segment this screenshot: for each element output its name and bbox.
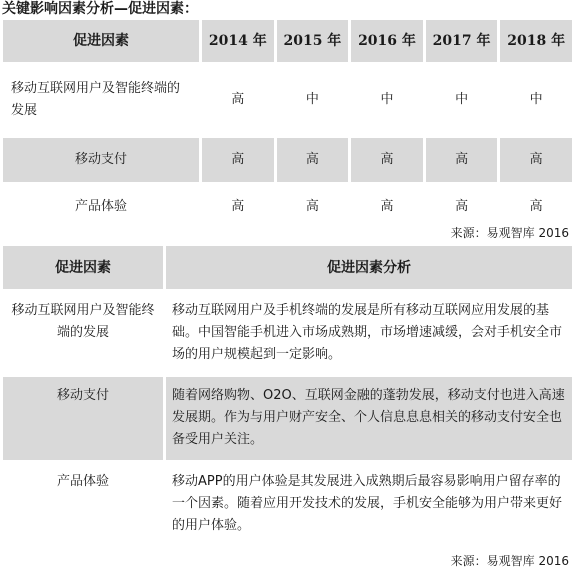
level-cell: 高 <box>500 185 572 229</box>
table-row <box>3 463 572 545</box>
factor-cell: 移动支付 <box>3 377 163 460</box>
level-cell: 中 <box>277 65 349 135</box>
level-cell: 高 <box>202 138 274 182</box>
analysis-cell: 移动互联网用户及手机终端的发展是所有移动互联网应用发展的基础。中国智能手机进入市场成熟期，市场增速减缓，会对手机安全市场的用户规模起到一定影响。 <box>166 292 572 374</box>
level-cell: 高 <box>202 65 274 135</box>
column-header-analysis: 促进因素分析 <box>166 246 572 289</box>
column-header-factor: 促进因素 <box>3 20 199 62</box>
level-cell: 高 <box>277 185 349 229</box>
column-header-factor: 促进因素 <box>3 246 163 289</box>
factor-cell: 移动支付 <box>3 138 199 182</box>
column-header-2014: 2014 年 <box>202 20 274 62</box>
table-row <box>3 138 572 182</box>
column-header-2017: 2017 年 <box>426 20 498 62</box>
table-row <box>3 292 572 374</box>
level-cell: 高 <box>426 138 498 182</box>
analysis-cell: 移动APP的用户体验是其发展进入成熟期后最容易影响用户留存率的一个因素。随着应用开发技术的发展，手机安全能够为用户带来更好的用户体验。 <box>166 463 572 545</box>
level-cell: 高 <box>277 138 349 182</box>
analysis-table-header <box>3 246 572 289</box>
factor-cell: 移动互联网用户及智能终端的发展 <box>3 292 163 374</box>
column-header-2018: 2018 年 <box>500 20 572 62</box>
trend-table <box>0 17 575 232</box>
level-cell: 中 <box>351 65 423 135</box>
factor-cell: 产品体验 <box>3 463 163 545</box>
level-cell: 高 <box>351 138 423 182</box>
column-header-2015: 2015 年 <box>277 20 349 62</box>
level-cell: 中 <box>426 65 498 135</box>
column-header-2016: 2016 年 <box>351 20 423 62</box>
factor-cell: 产品体验 <box>3 185 199 229</box>
source-note: 来源：易观智库 2016 <box>450 226 569 240</box>
factor-cell: 移动互联网用户及智能终端的发展 <box>3 65 199 135</box>
trend-table-header <box>3 20 572 62</box>
analysis-table <box>0 243 575 548</box>
source-note: 来源：易观智库 2016 <box>450 554 569 568</box>
level-cell: 高 <box>500 138 572 182</box>
table-row <box>3 65 572 135</box>
level-cell: 高 <box>351 185 423 229</box>
level-cell: 高 <box>426 185 498 229</box>
table-row <box>3 377 572 460</box>
analysis-cell: 随着网络购物、O2O、互联网金融的蓬勃发展，移动支付也进入高速发展期。作为与用户财产安全、个人信息息息相关的移动支付安全也备受用户关注。 <box>166 377 572 460</box>
level-cell: 高 <box>202 185 274 229</box>
table-row <box>3 185 572 229</box>
level-cell: 中 <box>500 65 572 135</box>
section-heading: 关键影响因素分析—促进因素： <box>2 1 198 17</box>
